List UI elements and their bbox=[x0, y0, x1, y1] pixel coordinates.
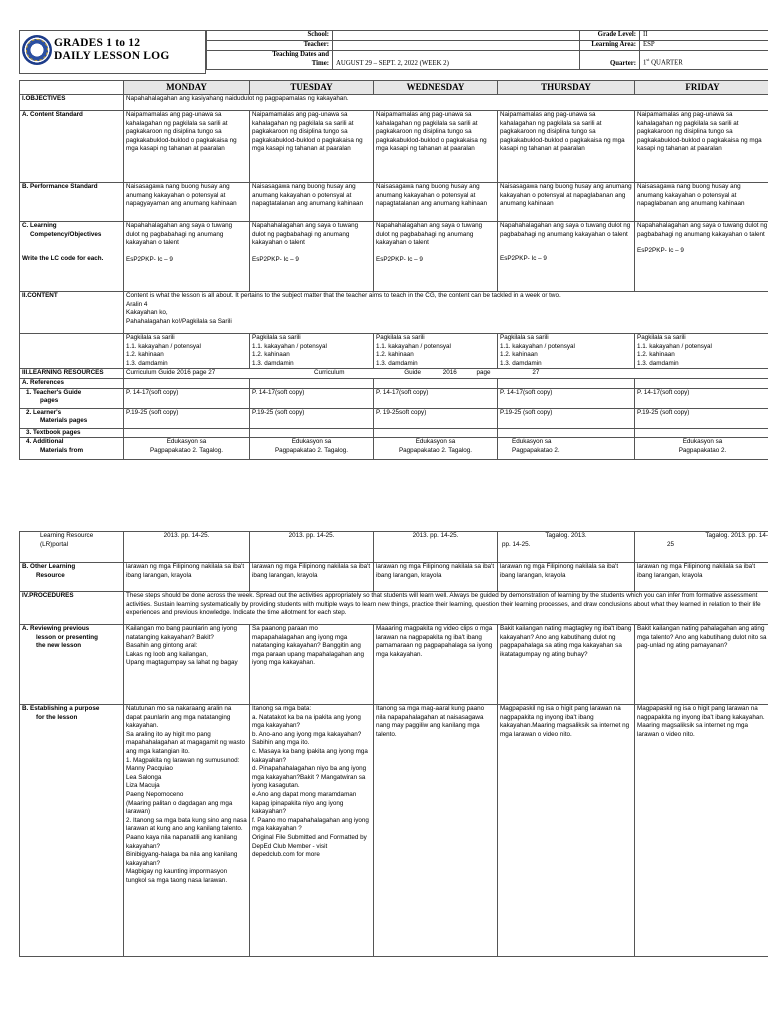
add-line2: Pagpapakatao 2. bbox=[678, 446, 727, 454]
lr-line1: Tagalog. 2013. pp. 14- bbox=[705, 532, 768, 539]
content-item1: 1.1. kakayahan / potensyal bbox=[637, 342, 712, 350]
lm-wednesday: P. 19-25soft copy) bbox=[374, 408, 498, 428]
header-title-line1: GRADES 1 to 12 bbox=[54, 37, 141, 49]
content-title: Pagkilala sa sarili bbox=[252, 334, 301, 341]
content-monday bbox=[124, 334, 250, 369]
content-item2: 1.2. kahinaan bbox=[500, 351, 538, 359]
day-header-thursday: THURSDAY bbox=[498, 81, 635, 95]
performance-standard-friday: Naisasagawa nang buong husay ang anumang kakayahan o potensyal at napaglabanan ang anumang kahinaan bbox=[635, 183, 768, 222]
content-standard-friday: Naipamamalas ang pag-unawa sa kahalagahan ng pagkilala sa sarili at pagkakaroon ng disiplina tungo sa pagkakabuklod-buklod o pagkakaisa ng mga kasapi ng tahanan at paaralan bbox=[635, 111, 768, 183]
other-wednesday: larawan ng mga Filipinong nakilala sa iba't ibang larangan, krayola bbox=[374, 563, 498, 592]
purpose-friday: Magpapaskil ng isa o higit pang larawan na nagpapakita ng inyong iba't ibang kakayahan. Maaring magsaliksik sa internet ng mga larawan o video nito. bbox=[635, 705, 768, 957]
teaching-dates-label-line1: Teaching Dates and bbox=[272, 50, 329, 58]
content-standard-thursday: Naipamamalas ang pag-unawa sa kahalagahan ng pagkilala sa sarili at pagkakaroon ng disiplina tungo sa pagkakabuklod-buklod o pagkakaisa ng mga kasapi ng tahanan at paaralan bbox=[498, 111, 635, 183]
add-wednesday bbox=[374, 438, 498, 460]
teachers-guide-label-line1: 1. Teacher's Guide bbox=[26, 388, 82, 396]
review-tuesday: Sa paanong paraan mo mapapahalagahan ang iyong mga natatanging kakayahan? Banggitin ang mga paraan upang mapahalagahan ang iyong mga kakayahan. bbox=[250, 625, 374, 705]
other-resource-label-line2: Resource bbox=[36, 571, 65, 579]
curriculum-word: Curriculum bbox=[314, 369, 345, 377]
review-monday: Kailangan mo bang paunlarin ang iyong natatanging kakayahan? Bakit? Basahin ang gintong aral: Lakas ng loob ang kailangan, Upang magtagumpay sa lahat ng bagay bbox=[124, 625, 250, 705]
learning-competency-label bbox=[20, 222, 124, 292]
lr-line1: Tagalog. 2013. bbox=[545, 532, 587, 539]
learning-competency-thursday bbox=[498, 222, 635, 292]
add-line2: Pagpapakatao 2. Tagalog. bbox=[398, 446, 473, 454]
add-line1: Edukasyon sa bbox=[512, 438, 552, 446]
header-title-box bbox=[19, 30, 206, 74]
purpose-label-line2: for the lesson bbox=[36, 713, 78, 721]
tb-tuesday bbox=[250, 428, 374, 438]
quarter-label: Quarter: bbox=[580, 50, 640, 69]
lr-wednesday: 2013. pp. 14-25. bbox=[374, 532, 498, 563]
purpose-wednesday: Itanong sa mga mag-aaral kung paano nila napapahalagahan at naisasagawa nang may paggiliw ang kanilang mga talento. bbox=[374, 705, 498, 957]
objectives-label: I.OBJECTIVES bbox=[20, 95, 124, 111]
performance-standard-tuesday: Naisasagawa nang buong husay ang anumang kakayahan o potensyal at napagtatalanan ang anumang kahinaan bbox=[250, 183, 374, 222]
teaching-dates-value: AUGUST 29 – SEPT. 2, 2022 (WEEK 2) bbox=[333, 50, 580, 69]
lc-text: Napahahalagahan ang saya o tuwang dulot ng pagbabahagi ng anumang kakayahan o talent bbox=[252, 222, 359, 247]
learning-competency-label-line1: C. Learning bbox=[22, 222, 57, 229]
teachers-guide-label bbox=[20, 388, 124, 408]
learning-competency-friday bbox=[635, 222, 768, 292]
learning-area-label: Learning Area: bbox=[580, 40, 640, 50]
additional-materials-label-line1: 4. Additional bbox=[26, 438, 64, 446]
day-header-blank bbox=[20, 81, 124, 95]
tg-monday: P. 14-17(soft copy) bbox=[124, 388, 250, 408]
content-label: II.CONTENT bbox=[20, 292, 124, 334]
add-line2: Pagpapakatao 2. Tagalog. bbox=[274, 446, 349, 454]
lc-text: Napahahalagahan ang saya o tuwang dulot ng pagbabahagi ng anumang kakayahan o talent bbox=[637, 222, 768, 238]
review-thursday: Bakit kailangan nating magtagley ng iba't ibang kakayahan? Ano ang kabutihang dulot ng pagpapahalaga sa ating mga kakayahan sa ikatatagumpay ng ating buhay? bbox=[498, 625, 635, 705]
quarter-word: QUARTER bbox=[649, 59, 683, 67]
content-intro bbox=[124, 292, 768, 334]
references-thursday bbox=[498, 378, 635, 388]
lc-code: EsP2PKP- Ic – 9 bbox=[252, 255, 299, 263]
tg-tuesday: P. 14-17(soft copy) bbox=[250, 388, 374, 408]
purpose-thursday: Magpapaskil ng isa o higit pang larawan na nagpapakita ng inyong iba't ibang kakayahan.Maaring magsaliksik sa internet ng mga larawan o video nito. bbox=[498, 705, 635, 957]
quarter-ordinal-suffix: st bbox=[646, 57, 650, 63]
purpose-monday: Natutunan mo sa nakaraang aralin na dapat paunlarin ang mga natatanging kakayahan. Sa araling ito ay higit mo pang mapahahalagahan at magagamit ng wasto ang mga katangian ito. 1. Magpakita ng larawan ng sumusunod: Manny Pacquiao Lea Salonga Liza Macuja Paeng Nepomoceno (Maaring palitan o dagdagan ang mga larawan) 2. Itanong sa mga bata kung sino ang nasa larawan at kung ano ang kanilang talento. Paano kaya nila napanatili ang kanilang kakayahan? Binibigyang-halaga ba nila ang kanilang kakayahan? Magbigay ng kaunting impormasyon tungkol sa mga taong nasa larawan. bbox=[124, 705, 250, 957]
lesson-table-page1 bbox=[19, 80, 768, 460]
tg-wednesday: P. 14-17(soft copy) bbox=[374, 388, 498, 408]
lc-text: Napahahalagahan ang saya o tuwang dulot ng pagbabahagi ng anumang kakayahan o talent bbox=[376, 222, 483, 247]
teachers-guide-label-line2: pages bbox=[40, 397, 59, 405]
content-title: Pagkilala sa sarili bbox=[500, 334, 549, 341]
lc-code: EsP2PKP- Ic – 9 bbox=[126, 255, 173, 263]
learning-competency-wednesday bbox=[374, 222, 498, 292]
header-title bbox=[54, 37, 169, 63]
performance-standard-label: B. Performance Standard bbox=[20, 183, 124, 222]
teacher-value bbox=[333, 40, 580, 50]
content-intro-line3: Kakayahan ko, bbox=[126, 309, 168, 317]
grade-level-label: Grade Level: bbox=[580, 31, 640, 41]
quarter-value bbox=[640, 50, 768, 69]
page-number: 27 bbox=[532, 369, 540, 377]
other-tuesday: larawan ng mga Filipinong nakilala sa iba't ibang larangan, krayola bbox=[250, 563, 374, 592]
other-resource-label bbox=[20, 563, 124, 592]
lc-code: EsP2PKP- Ic – 9 bbox=[500, 255, 547, 263]
add-friday bbox=[635, 438, 768, 460]
add-thursday bbox=[498, 438, 635, 460]
review-label-line1: A. Reviewing previous bbox=[22, 625, 90, 632]
content-standard-tuesday: Naipamamalas ang pag-unawa sa kahalagahan ng pagkilala sa sarili at pagkakaroon ng disiplina tungo sa pagkakabuklod-buklod o pagkakaisa ng mga kasapi ng tahanan at paaralan bbox=[250, 111, 374, 183]
content-item1: 1.1. kakayahan / potensyal bbox=[252, 342, 327, 350]
content-standard-wednesday: Naipamamalas ang pag-unawa sa kahalagahan ng pagkilala sa sarili at pagkakaroon ng disiplina tungo sa pagkakabuklod-buklod o pagkakaisa ng mga kasapi ng tahanan at paaralan bbox=[374, 111, 498, 183]
add-line1: Edukasyon sa bbox=[166, 438, 207, 446]
references-tuesday bbox=[250, 378, 374, 388]
learning-resources-label: III.LEARNING RESOURCES bbox=[20, 369, 124, 379]
day-header-monday: MONDAY bbox=[124, 81, 250, 95]
purpose-tuesday: Itanong sa mga bata: a. Natatakot ka ba na ipakita ang iyong mga kakayahan? b. Ano-ano ang iyong mga kakayahan? Sabihin ang mga ito. c. Masaya ka bang ipakita ang iyong mga kakayahan? d. Pinapahahalagahan niyo ba ang iyong mga kakayahan?Bakit ? Mangatwiran sa iyong kasagutan. e.Ano ang dapat mong maramdaman kapag ipinapakita niyo ang iyong kakayahan? f. Paano mo mapahahalagahan ang iyong mga kakayahan ? Original File Submitted and Formatted by DepEd Club Member - visit depedclub.com for more bbox=[250, 705, 374, 957]
content-label-blank bbox=[20, 334, 124, 369]
tg-friday: P. 14-17(soft copy) bbox=[635, 388, 768, 408]
header-title-line2: DAILY LESSON LOG bbox=[54, 50, 170, 62]
year-word: 2016 bbox=[442, 369, 457, 377]
add-tuesday bbox=[250, 438, 374, 460]
lr-portal-label-line1: Learning Resource bbox=[40, 532, 94, 539]
learning-competency-monday bbox=[124, 222, 250, 292]
tb-thursday bbox=[498, 428, 635, 438]
lm-friday: P.19-25 (soft copy) bbox=[635, 408, 768, 428]
performance-standard-wednesday: Naisasagawa nang buong husay ang anumang kakayahan o potensyal at napagtatalanan ang anumang kahinaan bbox=[374, 183, 498, 222]
content-item1: 1.1. kakayahan / potensyal bbox=[500, 342, 575, 350]
content-title: Pagkilala sa sarili bbox=[376, 334, 425, 341]
content-item2: 1.2. kahinaan bbox=[637, 351, 675, 359]
lm-monday: P.19-25 (soft copy) bbox=[124, 408, 250, 428]
content-wednesday bbox=[374, 334, 498, 369]
add-line1: Edukasyon sa bbox=[291, 438, 332, 446]
additional-materials-label-line2: Materials from bbox=[40, 446, 84, 454]
references-wednesday bbox=[374, 378, 498, 388]
content-thursday bbox=[498, 334, 635, 369]
additional-materials-label bbox=[20, 438, 124, 460]
lc-code: EsP2PKP- Ic – 9 bbox=[376, 255, 423, 263]
day-header-wednesday: WEDNESDAY bbox=[374, 81, 498, 95]
learners-materials-label bbox=[20, 408, 124, 428]
learning-area-value: ESP bbox=[640, 40, 768, 50]
guide-word: Guide bbox=[404, 369, 422, 377]
content-item3: 1.3. damdamin bbox=[637, 359, 679, 367]
content-intro-line1: Content is what the lesson is all about. It pertains to the subject matter that the teacher aims to teach in the CG, the content can be tackled in a week or two. bbox=[126, 292, 561, 299]
content-item3: 1.3. damdamin bbox=[126, 359, 168, 367]
review-friday: Bakit kailangan nating pahalagahan ang ating mga talento? Ano ang kabutihang dulot nito sa pag-unlad ng ating pamayanan? bbox=[635, 625, 768, 705]
content-intro-line4: Pahahalagahan ko!/Pagkilala sa Sarili bbox=[126, 317, 232, 325]
grade-level-value: II bbox=[640, 31, 768, 41]
content-standard-label: A. Content Standard bbox=[20, 111, 124, 183]
lc-text: Napahahalagahan ang saya o tuwang dulot ng pagbabahagi ng anumang kakayahan o talent bbox=[126, 222, 233, 247]
learning-competency-label-line3: Write the LC code for each. bbox=[22, 255, 104, 263]
review-label bbox=[20, 625, 124, 705]
learners-materials-label-line2: Materials pages bbox=[40, 417, 88, 425]
content-item2: 1.2. kahinaan bbox=[252, 351, 290, 359]
content-intro-line2: Aralin 4 bbox=[126, 300, 148, 308]
learning-competency-label-line2: Competency/Objectives bbox=[30, 230, 102, 238]
header-info-table bbox=[206, 30, 768, 70]
review-label-line3: the new lesson bbox=[36, 642, 82, 650]
school-label: School: bbox=[207, 31, 333, 41]
procedures-label: IV.PROCEDURES bbox=[20, 592, 124, 625]
teaching-dates-label-line2: Time: bbox=[311, 59, 329, 67]
lr-line2: 25 bbox=[667, 540, 675, 548]
tg-thursday: P. 14-17(soft copy) bbox=[498, 388, 635, 408]
curriculum-guide-text: Curriculum Guide 2016 page 27 bbox=[126, 369, 216, 377]
tb-wednesday bbox=[374, 428, 498, 438]
lr-line2: pp. 14-25. bbox=[502, 540, 531, 548]
school-value bbox=[333, 31, 580, 41]
day-header-friday: FRIDAY bbox=[635, 81, 768, 95]
purpose-label-line1: B. Establishing a purpose bbox=[22, 705, 100, 712]
lr-portal-label bbox=[20, 532, 124, 563]
other-monday: larawan ng mga Filipinong nakilala sa iba't ibang larangan, krayola bbox=[124, 563, 250, 592]
lr-portal-label-line2: (LR)portal bbox=[40, 540, 68, 548]
page-word: page bbox=[476, 369, 491, 377]
curriculum-guide-line bbox=[124, 369, 768, 379]
other-thursday: larawan ng mga Filipinong nakilala sa iba't ibang larangan, krayola bbox=[498, 563, 635, 592]
other-friday: larawan ng mga Filipinong nakilala sa iba't ibang larangan, krayola bbox=[635, 563, 768, 592]
learning-competency-tuesday bbox=[250, 222, 374, 292]
learners-materials-label-line1: 2. Learner's bbox=[26, 408, 62, 416]
purpose-label bbox=[20, 705, 124, 957]
add-monday bbox=[124, 438, 250, 460]
other-resource-label-line1: B. Other Learning bbox=[22, 563, 76, 570]
performance-standard-monday: Naisasagawa nang buong husay ang anumang kakayahan o potensyal at napagyayaman ang anumang kahinaan bbox=[124, 183, 250, 222]
review-label-line2: lesson or presenting bbox=[36, 633, 98, 641]
lr-friday bbox=[635, 532, 768, 563]
content-item3: 1.3. damdamin bbox=[252, 359, 294, 367]
references-monday bbox=[124, 378, 250, 388]
add-line1: Edukasyon sa bbox=[682, 438, 723, 446]
references-friday bbox=[635, 378, 768, 388]
teaching-dates-label bbox=[207, 50, 333, 69]
content-item2: 1.2. kahinaan bbox=[126, 351, 164, 359]
add-line2: Pagpapakatao 2. Tagalog. bbox=[149, 446, 224, 454]
lr-monday: 2013. pp. 14-25. bbox=[124, 532, 250, 563]
content-standard-monday: Naipamamalas ang pag-unawa sa kahalagahan ng pagkilala sa sarili at pagkakaroon ng disiplina tungo sa pagkakabuklod-buklod o pagkakaisa ng mga kasapi ng tahanan at paaralan bbox=[124, 111, 250, 183]
add-line1: Edukasyon sa bbox=[415, 438, 456, 446]
textbook-pages-label: 3. Textbook pages bbox=[20, 428, 124, 438]
day-header-tuesday: TUESDAY bbox=[250, 81, 374, 95]
tb-monday bbox=[124, 428, 250, 438]
content-item2: 1.2. kahinaan bbox=[376, 351, 414, 359]
lc-code: EsP2PKP- Ic – 9 bbox=[637, 247, 684, 255]
content-item3: 1.3. damdamin bbox=[500, 359, 542, 367]
teacher-label: Teacher: bbox=[207, 40, 333, 50]
lc-text: Napahahalagahan ang saya o tuwang dulot ng pagbabahagi ng anumang kakayahan o talent bbox=[500, 222, 631, 238]
lm-thursday: P.19-25 (soft copy) bbox=[498, 408, 635, 428]
lesson-log-header bbox=[19, 30, 768, 76]
seal-ring bbox=[26, 39, 48, 61]
procedures-text: These steps should be done across the week. Spread out the activities appropriately so that students will learn well. Always be guided by demonstration of learning by the students which you can infer from formative assessment activities. Sustain learning systematically by providing students with multiple ways to learn new things, practice their learning, question their learning processes, and draw conclusions about what they learned in relation to their life experiences and previous knowledge. Indicate the time allotment for each step. bbox=[124, 592, 768, 625]
lr-thursday bbox=[498, 532, 635, 563]
add-line2: Pagpapakatao 2. bbox=[512, 446, 560, 454]
content-item1: 1.1. kakayahan / potensyal bbox=[126, 342, 201, 350]
lm-tuesday: P.19-25 (soft copy) bbox=[250, 408, 374, 428]
objectives-text: Napahahalagahan ang kasiyahang naidudulot ng pagpapamalas ng kakayahan. bbox=[124, 95, 768, 111]
content-item3: 1.3. damdamin bbox=[376, 359, 418, 367]
content-title: Pagkilala sa sarili bbox=[126, 334, 175, 341]
review-wednesday: Maaaring magpakita ng video clips o mga larawan na nagpapakita ng iba't ibang pamamaraan ng pagpapahalaga sa iyong mga kakayahan. bbox=[374, 625, 498, 705]
lr-tuesday: 2013. pp. 14-25. bbox=[250, 532, 374, 563]
references-label: A. References bbox=[20, 378, 124, 388]
content-title: Pagkilala sa sarili bbox=[637, 334, 686, 341]
content-tuesday bbox=[250, 334, 374, 369]
performance-standard-thursday: Naisasagawa nang buong husay ang anumang kakayahan o potensyal at napaglabanan ang anumang kahinaan bbox=[498, 183, 635, 222]
content-friday bbox=[635, 334, 768, 369]
content-item1: 1.1. kakayahan / potensyal bbox=[376, 342, 451, 350]
quarter-number: 1 bbox=[643, 59, 647, 67]
lesson-table-page2 bbox=[19, 531, 768, 957]
tb-friday bbox=[635, 428, 768, 438]
